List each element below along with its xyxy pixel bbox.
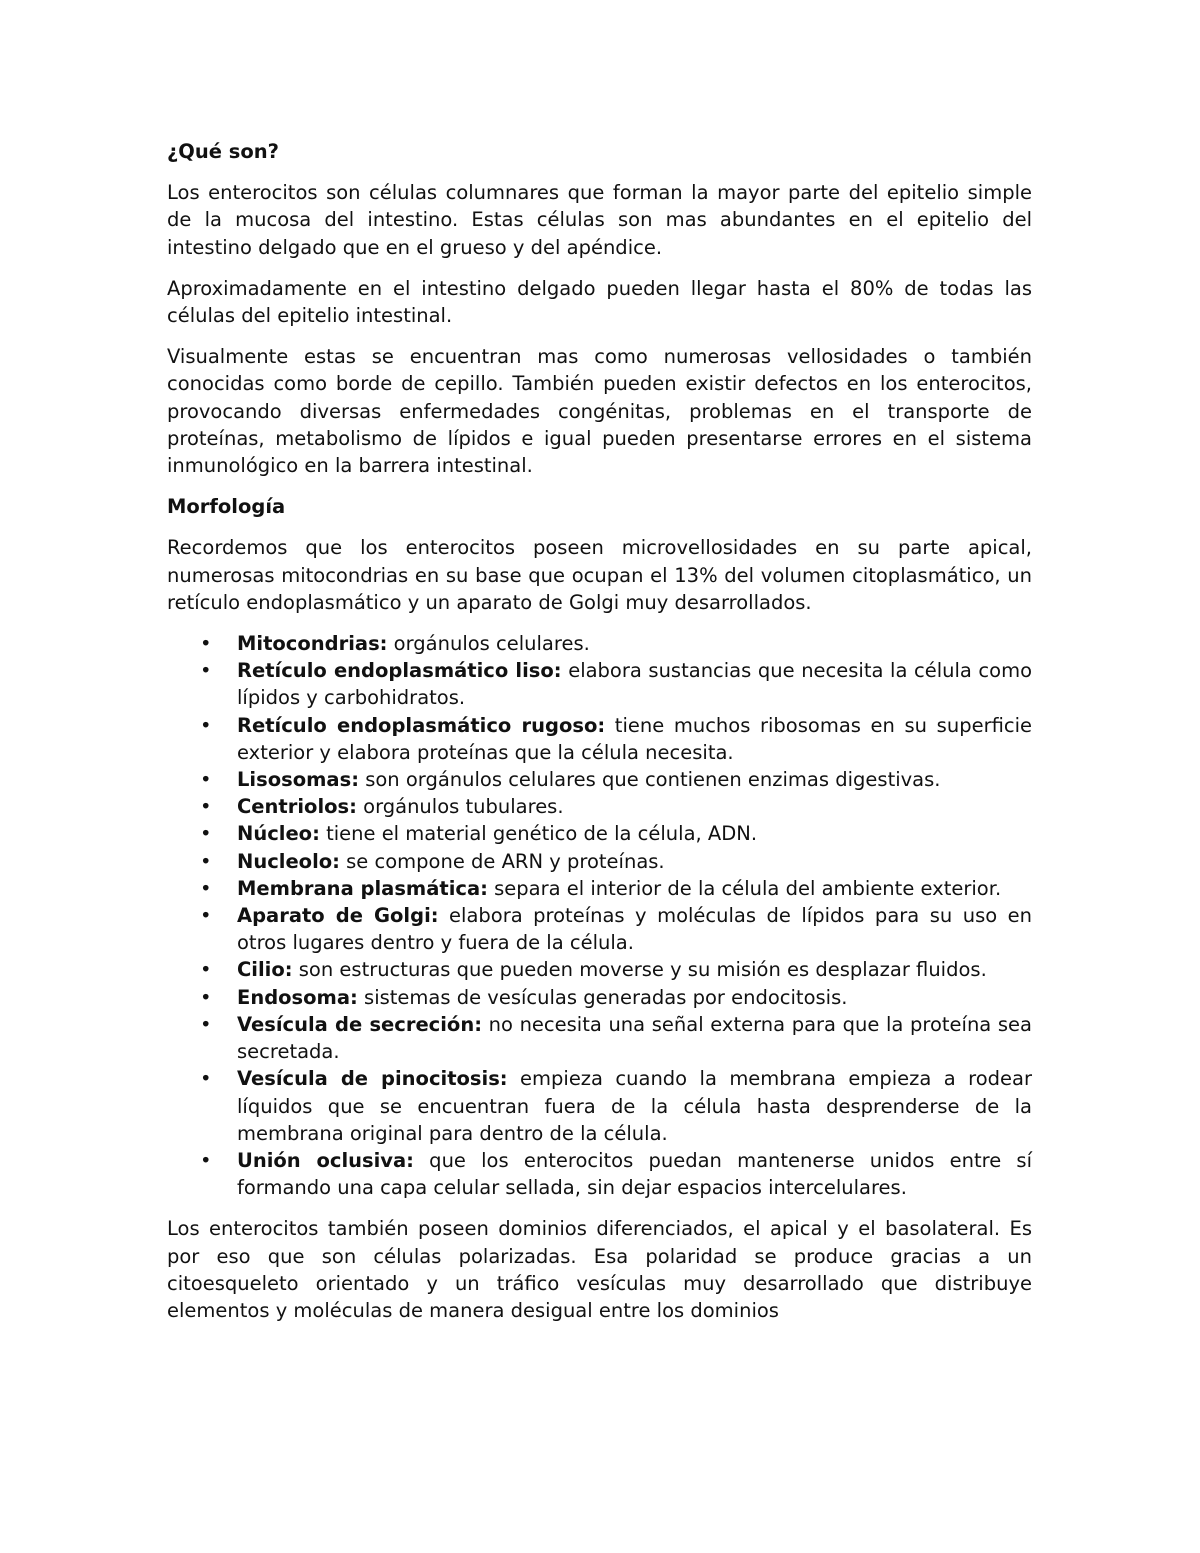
description: sistemas de vesículas generadas por endocitosis. (357, 985, 848, 1009)
term: Retículo endoplasmático rugoso: (237, 713, 606, 737)
description: se compone de ARN y proteínas. (339, 849, 665, 873)
section-heading-morfologia: Morfología (167, 495, 286, 519)
list-item (200, 956, 1032, 983)
description: elabora proteínas y moléculas de lípidos para su uso en otros lugares dentro y fuera de la célula. (237, 904, 1032, 955)
bullet-icon: • (200, 822, 212, 846)
description: elabora sustancias que necesita la célula como lípidos y carbohidratos. (237, 659, 1033, 710)
term: Núcleo: (237, 822, 320, 846)
list-item (200, 1065, 1032, 1147)
list-item (200, 657, 1033, 711)
bullet-icon: • (200, 659, 212, 683)
term: Unión oclusiva: (237, 1148, 414, 1172)
list-item (200, 1147, 1032, 1201)
list-item (200, 1011, 1032, 1065)
term: Centriolos: (237, 795, 357, 819)
description: separa el interior de la célula del ambiente exterior. (487, 876, 1002, 900)
bullet-icon: • (200, 958, 212, 982)
section-heading-que-son: ¿Qué son? (167, 140, 279, 163)
term: Endosoma: (237, 985, 358, 1009)
term: Retículo endoplasmático liso: (237, 659, 562, 683)
list-item (200, 875, 1032, 902)
description: tiene muchos ribosomas en su superficie exterior y elabora proteínas que la célula necesita. (237, 713, 1032, 764)
bullet-icon: • (200, 1148, 212, 1172)
description: tiene el material genético de la célula, ADN. (319, 822, 758, 846)
description: que los enterocitos puedan mantenerse unidos entre sí formando una capa celular sellada, sin dejar espacios intercelulares. (237, 1148, 1032, 1200)
list-item (200, 793, 1032, 820)
term: Aparato de Golgi: (237, 904, 439, 928)
description: son estructuras que pueden moverse y su misión es desplazar fluidos. (292, 958, 987, 982)
term: Cilio: (237, 958, 293, 982)
term: Vesícula de secreción: (237, 1012, 483, 1036)
description: no necesita una señal externa para que la proteína sea secretada. (237, 1012, 1032, 1064)
list-item (200, 766, 1032, 793)
bullet-icon: • (200, 876, 212, 900)
description: empieza cuando la membrana empieza a rodear líquidos que se encuentran fuera de la célula hasta desprenderse de la membrana original para dentro de la célula. (237, 1067, 1032, 1145)
bullet-icon: • (200, 1012, 212, 1036)
list-item (200, 820, 1032, 847)
paragraph: Visualmente estas se encuentran mas como numerosas vellosidades o también conocidas como borde de cepillo. También pueden existir defectos en los enterocitos, provocando diversas enfermedades congénitas, problemas en el transporte de proteínas, metabolismo de lípidos e igual pueden presentarse errores en el sistema inmunológico en la barrera intestinal. (167, 345, 1032, 478)
description: son orgánulos celulares que contienen enzimas digestivas. (359, 768, 941, 792)
bullet-icon: • (200, 632, 212, 656)
paragraph: Los enterocitos también poseen dominios diferenciados, el apical y el basolateral. Es por eso que son células polarizadas. Esa polaridad se produce gracias a un citoesqueleto orientado y un tráfico vesículas muy desarrollado que distribuye elementos y moléculas de manera desigual entre los dominios (167, 1217, 1032, 1322)
organelle-list (167, 630, 1032, 1201)
term: Mitocondrias: (237, 632, 388, 656)
list-item (200, 712, 1032, 766)
term: Nucleolo: (237, 849, 340, 873)
bullet-icon: • (200, 1067, 212, 1091)
paragraph: Los enterocitos son células columnares que forman la mayor parte del epitelio simple de la mucosa del intestino. Estas células son mas abundantes en el epitelio del intestino delgado que en el grueso y del apéndice. (167, 181, 1032, 259)
description: orgánulos tubulares. (356, 795, 564, 819)
bullet-icon: • (200, 985, 212, 1009)
description: orgánulos celulares. (387, 632, 590, 656)
list-item (200, 902, 1032, 956)
list-item (200, 848, 1032, 875)
bullet-icon: • (200, 904, 212, 928)
list-item (200, 630, 1032, 657)
bullet-icon: • (200, 795, 212, 819)
bullet-icon: • (200, 768, 212, 792)
paragraph: Aproximadamente en el intestino delgado pueden llegar hasta el 80% de todas las células del epitelio intestinal. (167, 276, 1032, 328)
document-page (167, 138, 1032, 1338)
term: Lisosomas: (237, 768, 359, 792)
term: Membrana plasmática: (237, 876, 488, 900)
list-item (200, 984, 1032, 1011)
bullet-icon: • (200, 849, 212, 873)
bullet-icon: • (200, 713, 212, 737)
paragraph: Recordemos que los enterocitos poseen microvellosidades en su parte apical, numerosas mitocondrias en su base que ocupan el 13% del volumen citoplasmático, un retículo endoplasmático y un aparato de Golgi muy desarrollados. (167, 536, 1032, 614)
term: Vesícula de pinocitosis: (237, 1067, 508, 1091)
